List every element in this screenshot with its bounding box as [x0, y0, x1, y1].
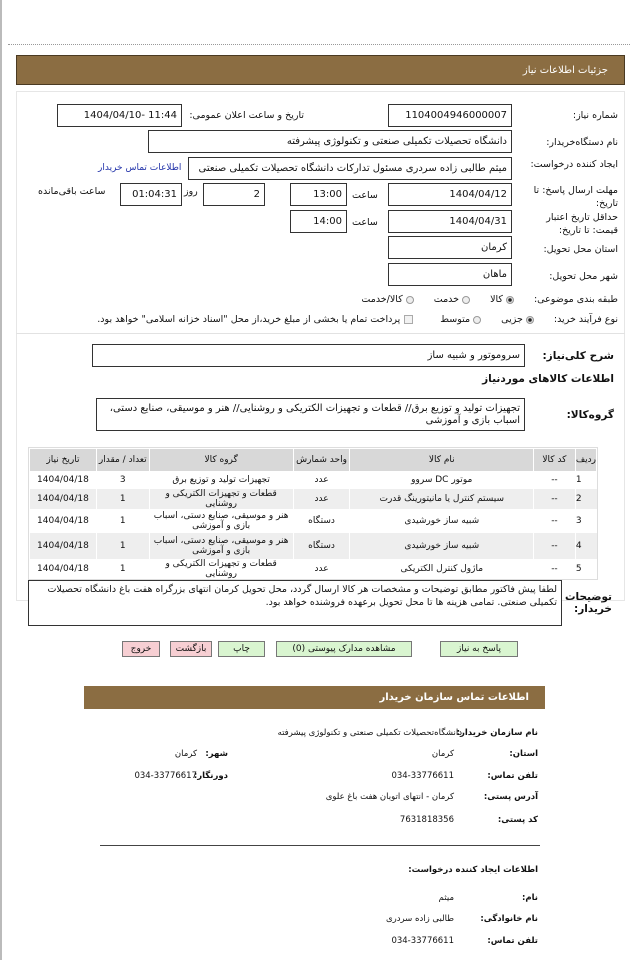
table-header	[30, 449, 597, 472]
item-group: هنر و موسیقی، صنایع دستی، اسباب بازی و آموزشی	[149, 509, 293, 533]
treasury-note: پرداخت تمام یا بخشی از مبلغ خرید،از محل "اسناد خزانه اسلامی" خواهد بود.	[97, 314, 401, 325]
radio-minor-label: جزیی	[501, 314, 523, 325]
item-group: هنر و موسیقی، صنایع دستی، اسباب بازی و آموزشی	[149, 533, 293, 559]
radio-medium-label: متوسط	[440, 314, 471, 325]
row-number: 3	[575, 509, 596, 533]
name-value: میثم	[438, 893, 454, 903]
validity-time-field[interactable]: 14:00	[290, 210, 347, 233]
exit-button[interactable]: خروج	[122, 641, 160, 657]
item-group: قطعات و تجهیزات الکتریکی و روشنایی	[149, 559, 293, 579]
address-value: کرمان - انتهای اتوبان هفت باغ علوی	[325, 792, 454, 802]
table-row	[30, 533, 597, 559]
org-value: دانشگاه‌تحصیلات تکمیلی صنعتی و تکنولوژی پیشرفته	[277, 728, 462, 738]
col-group: گروه کالا	[149, 449, 293, 472]
row-number: 1	[575, 472, 596, 489]
buyer-label: نام دستگاه‌خریدار:	[546, 137, 618, 148]
phone-value: 034-33776611	[391, 771, 454, 781]
days-label: روز	[184, 186, 198, 197]
table-row	[30, 559, 597, 579]
table-row	[30, 472, 597, 489]
item-qty: 1	[96, 509, 149, 533]
category-label: طبقه بندی موضوعی:	[533, 294, 618, 305]
item-qty: 1	[96, 559, 149, 579]
item-code: --	[534, 559, 576, 579]
days-field[interactable]: 2	[203, 183, 265, 206]
item-name: سیستم کنترل یا مانیتورینگ قدرت	[350, 489, 534, 509]
radio-service-label: خدمت	[433, 294, 460, 305]
family-value: طالبی زاده سردری	[385, 914, 454, 924]
name-label: نام:	[521, 893, 538, 903]
item-date: 1404/04/18	[30, 489, 97, 509]
item-code: --	[534, 472, 576, 489]
col-code: کد کالا	[534, 449, 576, 472]
item-code: --	[534, 533, 576, 559]
item-unit: عدد	[293, 472, 350, 489]
validity-date-field[interactable]: 1404/04/31	[388, 210, 512, 233]
radio-minor[interactable]	[526, 316, 534, 324]
radio-goods-label: کالا	[490, 294, 503, 305]
creator-phone-label: تلفن تماس:	[487, 936, 538, 946]
item-unit: دستگاه	[293, 509, 350, 533]
item-unit: عدد	[293, 489, 350, 509]
address-label: آدرس پستی:	[483, 792, 538, 802]
radio-service[interactable]	[462, 296, 470, 304]
fax-value: 034-33776617	[134, 771, 197, 781]
col-date: تاریخ نیاز	[30, 449, 97, 472]
postal-value: 7631818356	[399, 815, 454, 825]
buyer-field[interactable]: دانشگاه تحصیلات تکمیلی صنعتی و تکنولوژی پیشرفته	[148, 130, 512, 153]
creator-field[interactable]: میثم طالبی زاده سردری مسئول تدارکات دانشگاه تحصیلات تکمیلی صنعتی	[188, 157, 512, 180]
item-code: --	[534, 509, 576, 533]
item-group: قطعات و تجهیزات الکتریکی و روشنایی	[149, 489, 293, 509]
item-qty: 1	[96, 489, 149, 509]
summary-field[interactable]: سروموتور و شبیه ساز	[92, 344, 525, 367]
radio-goods-service[interactable]	[406, 296, 414, 304]
family-label: نام خانوادگی:	[480, 914, 538, 924]
col-unit: واحد شمارش	[293, 449, 350, 472]
province-field[interactable]: کرمان	[388, 236, 512, 259]
summary-label: شرح کلی‌نیاز:	[542, 350, 614, 362]
radio-medium[interactable]	[473, 316, 481, 324]
need-number-field[interactable]: 1104004946000007	[388, 104, 512, 127]
remaining-label: ساعت باقی‌مانده	[38, 186, 106, 197]
item-code: --	[534, 489, 576, 509]
deadline-label: مهلت ارسال پاسخ: تا تاریخ:	[533, 185, 618, 209]
city-field[interactable]: ماهان	[388, 263, 512, 286]
radio-goods-service-label: کالا/خدمت	[361, 294, 403, 305]
back-button[interactable]: بازگشت	[170, 641, 212, 657]
top-divider	[8, 44, 630, 45]
phone-label: تلفن تماس:	[487, 771, 538, 781]
deadline-time-label: ساعت	[352, 190, 378, 201]
print-button[interactable]: چاپ	[218, 641, 265, 657]
creator-info-title: اطلاعات ایجاد کننده درخواست:	[408, 865, 538, 875]
item-qty: 3	[96, 472, 149, 489]
city-contact-label: شهر:	[205, 749, 228, 759]
province-contact-value: کرمان	[431, 749, 454, 759]
radio-goods[interactable]	[506, 296, 514, 304]
notes-label: توضیحات خریدار:	[564, 591, 612, 615]
item-date: 1404/04/18	[30, 509, 97, 533]
category-row	[361, 294, 618, 305]
announce-label: تاریخ و ساعت اعلان عمومی:	[189, 110, 304, 121]
col-qty: تعداد / مقدار	[96, 449, 149, 472]
row-number: 4	[575, 533, 596, 559]
col-row: ردیف	[575, 449, 596, 472]
city-contact-value: کرمان	[174, 749, 197, 759]
group-field[interactable]: تجهیزات تولید و توزیع برق// قطعات و تجهیزات الکتریکی و روشنایی// هنر و موسیقی، صنایع دستی، اسباب بازی و آموزشی	[96, 398, 525, 431]
validity-label: حداقل تاریخ اعتبار قیمت: تا تاریخ:	[546, 212, 618, 236]
process-row	[97, 314, 618, 325]
item-name: شبیه ساز خورشیدی	[350, 533, 534, 559]
treasury-checkbox[interactable]	[404, 315, 413, 324]
group-label: گروه‌کالا:	[566, 409, 614, 421]
deadline-time-field[interactable]: 13:00	[290, 183, 347, 206]
notes-field: لطفا پیش فاکتور مطابق توضیحات و مشخصات هر کالا ارسال گردد، محل تحویل کرمان انتهای بزرگراه هفت باغ دانشگاه تحصیلات تکمیلی صنعتی. تمامی هزینه ها تا محل تحویل برعهده فروشنده خواهد بود.	[28, 580, 562, 626]
contact-divider	[100, 845, 540, 846]
need-number-label: شماره نیاز:	[572, 110, 618, 121]
left-border	[0, 0, 2, 960]
row-number: 5	[575, 559, 596, 579]
contact-header	[84, 686, 545, 709]
reply-button[interactable]: پاسخ به نیاز	[440, 641, 518, 657]
province-label: استان محل تحویل:	[543, 244, 618, 255]
details-title: جزئیات اطلاعات نیاز	[522, 65, 608, 76]
item-unit: عدد	[293, 559, 350, 579]
table-row	[30, 489, 597, 509]
postal-label: کد پستی:	[497, 815, 538, 825]
creator-label: ایجاد کننده درخواست:	[530, 159, 618, 170]
announce-field[interactable]: 1404/04/10- 11:44	[57, 104, 182, 127]
item-name: شبیه ساز خورشیدی	[350, 509, 534, 533]
goods-title: اطلاعات کالاهای موردنیاز	[482, 373, 614, 385]
item-name: موتور DC سروو	[350, 472, 534, 489]
contact-title: اطلاعات تماس سازمان خریدار	[379, 692, 529, 703]
item-group: تجهیزات تولید و توزیع برق	[149, 472, 293, 489]
item-date: 1404/04/18	[30, 533, 97, 559]
province-contact-label: استان:	[509, 749, 538, 759]
city-label: شهر محل تحویل:	[549, 271, 618, 282]
remaining-field[interactable]: 01:04:31	[120, 183, 182, 206]
item-date: 1404/04/18	[30, 472, 97, 489]
creator-phone-value: 034-33776611	[391, 936, 454, 946]
goods-table	[28, 447, 598, 580]
process-label: نوع فرآیند خرید:	[553, 314, 618, 325]
validity-time-label: ساعت	[352, 217, 378, 228]
row-number: 2	[575, 489, 596, 509]
col-name: نام کالا	[350, 449, 534, 472]
table-row	[30, 509, 597, 533]
item-unit: دستگاه	[293, 533, 350, 559]
item-name: ماژول کنترل الکتریکی	[350, 559, 534, 579]
item-date: 1404/04/18	[30, 559, 97, 579]
org-label: نام سازمان خریدار:	[456, 728, 538, 738]
fax-label: دورنگار:	[193, 771, 228, 781]
details-header	[16, 55, 625, 85]
item-qty: 1	[96, 533, 149, 559]
separator	[16, 333, 625, 334]
deadline-date-field[interactable]: 1404/04/12	[388, 183, 512, 206]
contact-info-link[interactable]: اطلاعات تماس خریدار	[98, 163, 182, 173]
attachments-button[interactable]: مشاهده مدارک پیوستی (0)	[276, 641, 412, 657]
